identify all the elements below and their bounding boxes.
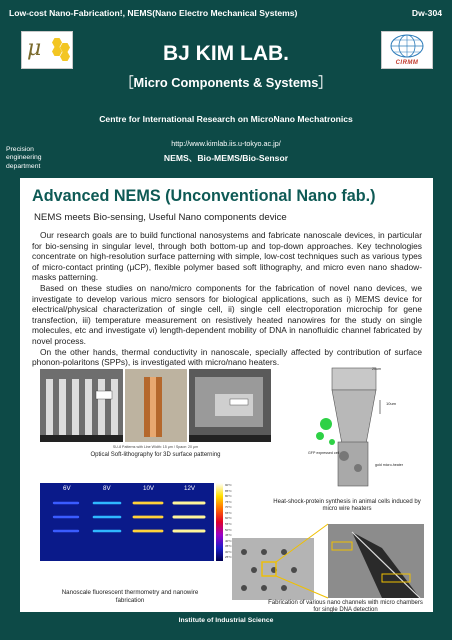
footer-institute: Institute of Industrial Science — [178, 617, 274, 624]
scale-label: 20um — [372, 367, 381, 371]
section-subtitle: NEMS meets Bio-sensing, Useful Nano components device — [34, 212, 287, 223]
figure-inner-label: SU-8 Patterns with Line Width: 15 μm / Space: 20 μm — [112, 445, 199, 449]
centre-name: Centre for International Research on MicroNano Mechatronics — [99, 114, 353, 124]
heater-label: gold micro-heater — [375, 463, 403, 467]
nano-channel-figure — [232, 522, 425, 600]
cirmm-text: CIRMM — [395, 60, 419, 66]
heated-wires — [40, 483, 214, 561]
voltage-label: 6V — [63, 485, 71, 492]
paragraph: Based on these studies on nano/micro components for the fabrication of novel nano devices, we investigate to develop various micro sensors for biological applications, such as i) MEMS device for electrical/physical characterization of single cell, ii) single cell electroporation microchip for gene transfection, iii) temperature measurement on resistively heated nanowires for the study on single molecules, etc and investigate vi) length-dependent mobility of DNA in nanofluidic channel fabricated by novel process. — [32, 282, 422, 346]
research-description — [32, 230, 422, 368]
color-scale-bar — [216, 483, 223, 561]
section-title: Advanced NEMS (Unconventional Nano fab.) — [32, 187, 376, 205]
thermometry-image — [40, 483, 214, 561]
figure-caption: Optical Soft-lithography for 3D surface patterning — [90, 452, 221, 458]
paragraph: Our research goals are to build functional nanosystems and fabricate nanoscale devices, in particular for bio-sensing in singular level, through both bottom-up and top-down approaches. Key technologies concentrate on high-resolution surface patterning with simple, low-cost techniques such as various types of micro-contact printing (μCP), flexible polymer based soft lithography, and micro even nano shadow-masks patterning. — [32, 230, 422, 283]
research-topics: NEMS、Bio-MEMS/Bio-Sensor — [163, 153, 289, 163]
figure-caption: Fabrication of various nano channels with micro chambers for single DNA detection — [268, 600, 423, 614]
paragraph: On the other hands, thermal conductivity in nanoscale, specially affected by contribution of surface phonon-polaritons (SPPs), is investigated with micro/nano heaters. — [32, 346, 422, 368]
top-bar — [0, 0, 452, 22]
content-panel — [20, 178, 433, 612]
lab-subtitle: ［Micro Components & Systems］ — [120, 75, 332, 90]
document-code: Dw-304 — [411, 8, 442, 18]
gfp-label: GFP expressed cell — [308, 451, 340, 455]
color-scale-ticks: 90°C 85°C 80°C 75°C 70°C 65°C 60°C 55°C 50°C 45°C 40°C 35°C 30°C 25°C — [225, 483, 232, 560]
voltage-label: 12V — [184, 485, 196, 492]
mu-symbol: μ — [27, 36, 42, 61]
scale-label: 10um — [386, 401, 397, 406]
figure-caption: Heat-shock-protein synthesis in animal cells induced by micro wire heaters — [273, 499, 421, 513]
sem-images-figure — [40, 369, 271, 454]
voltage-label: 8V — [103, 485, 111, 492]
header-title: Low-cost Nano-Fabrication!, NEMS(Nano Electro Mechanical Systems) — [9, 8, 298, 18]
voltage-label: 10V — [143, 485, 155, 492]
lab-title: BJ KIM LAB. — [163, 42, 289, 65]
figure-caption: Nanoscale fluorescent thermometry and nanowire fabrication — [61, 589, 199, 604]
heater-cell-figure — [286, 364, 421, 489]
lab-url[interactable]: http://www.kimlab.iis.u-tokyo.ac.jp/ — [171, 139, 281, 148]
department-label: Precision engineering department — [6, 146, 42, 170]
